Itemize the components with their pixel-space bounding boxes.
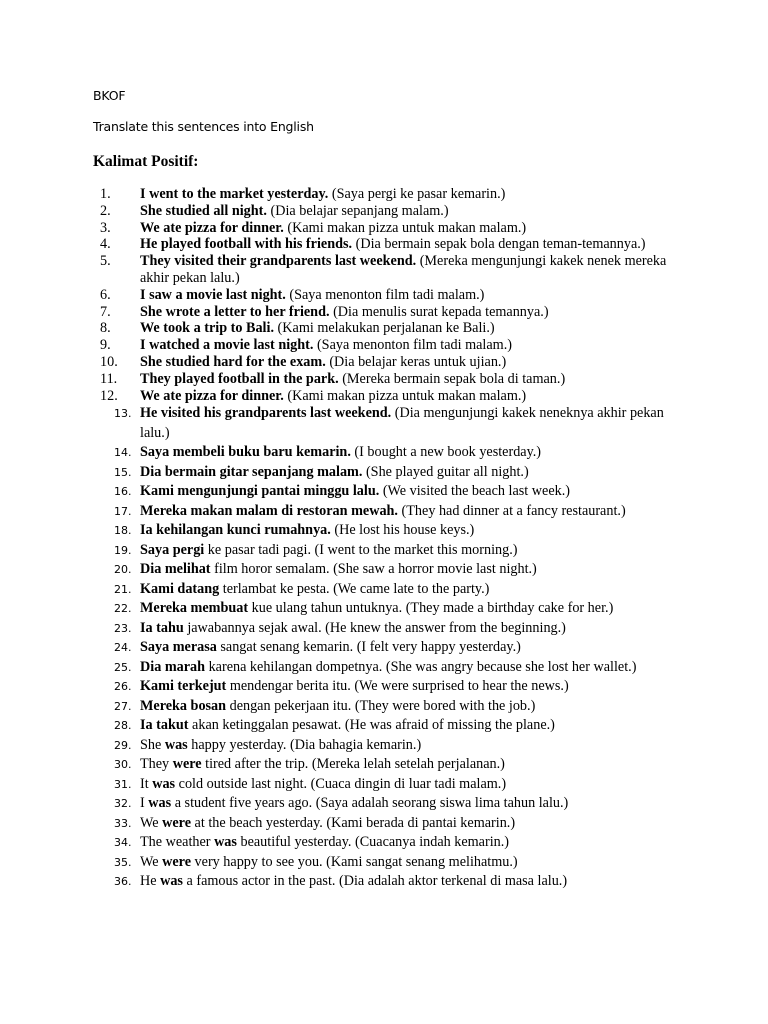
list-item [0, 599, 768, 619]
list-item-text: cold outside last night. (Cuaca dingin di luar tadi malam.) [175, 775, 507, 792]
list-item-bold-text: Dia marah [140, 658, 206, 675]
list-item-number: 18. [114, 524, 132, 538]
list-item-text: beautiful yesterday. (Cuacanya indah kemarin.) [236, 834, 510, 851]
list-item-bold-text: were [162, 814, 191, 831]
list-item [0, 853, 768, 873]
list-item [0, 521, 768, 541]
list-item [0, 560, 768, 580]
list-item-text: (They had dinner at a fancy restaurant.) [397, 502, 626, 519]
list-item [0, 354, 768, 371]
list-item [0, 203, 768, 220]
list-item-bold-text: I saw a movie last night. [140, 286, 286, 303]
list-item-bold-text: Dia melihat [140, 561, 211, 578]
list-item-number: 15. [114, 465, 132, 479]
list-item-prefix: It [140, 775, 153, 792]
document-code: BKOF [93, 88, 126, 103]
list-item-bold-text: were [162, 853, 191, 870]
list-item-text: kue ulang tahun untuknya. (They made a birthday cake for her.) [248, 600, 614, 617]
list-item-text: (Saya menonton film tadi malam.) [313, 337, 512, 354]
list-item-number: 14. [114, 446, 132, 460]
list-item [0, 371, 768, 388]
list-item [0, 220, 768, 237]
list-item-bold-text: was [160, 873, 183, 890]
list-item [0, 833, 768, 853]
list-item-bold-text: She wrote a letter to her friend. [140, 303, 330, 320]
list-item-bold-text: Ia kehilangan kunci rumahnya. [140, 522, 331, 539]
list-item [0, 304, 768, 321]
list-item [0, 186, 768, 203]
list-item-bold-text: Mereka bosan [140, 697, 227, 714]
list-item [0, 443, 768, 463]
list-item-number: 22. [114, 602, 132, 616]
list-item-bold-text: She studied hard for the exam. [140, 353, 326, 370]
list-item-bold-text: Ia takut [140, 717, 189, 734]
list-item-text: terlambat ke pesta. (We came late to the party.) [219, 580, 490, 597]
list-item-text: (She played guitar all night.) [362, 463, 529, 480]
list-item [0, 872, 768, 892]
list-item-text: (Dia bermain sepak bola dengan teman-temannya.) [352, 236, 646, 253]
list-item-text: jawabannya sejak awal. (He knew the answer from the beginning.) [183, 619, 566, 636]
list-item-number: 1. [100, 186, 111, 202]
list-item-text: tired after the trip. (Mereka lelah setelah perjalanan.) [201, 756, 505, 773]
list-item-bold-text: was [152, 775, 176, 792]
list-item-text: mendengar berita itu. (We were surprised to hear the news.) [226, 678, 569, 695]
list-item-bold-text: Mereka membuat [140, 600, 249, 617]
list-item-bold-text: Saya pergi [140, 541, 205, 558]
list-item-bold-text: Kami mengunjungi pantai minggu lalu. [140, 483, 380, 500]
list-item-number: 4. [100, 236, 111, 253]
list-item [0, 677, 768, 697]
list-item-bold-text: We ate pizza for dinner. [140, 219, 284, 236]
list-item-bold-text: was [164, 736, 188, 753]
list-item-text: (Dia mengunjungi kakek neneknya akhir pekan lalu.) [140, 405, 664, 441]
list-item-text: (Saya menonton film tadi malam.) [285, 286, 485, 303]
list-item [0, 619, 768, 639]
list-item-prefix: We [140, 853, 163, 870]
list-item-bold-text: Ia tahu [140, 619, 184, 636]
list-item [0, 502, 768, 522]
list-item-text: (Dia belajar sepanjang malam.) [266, 202, 449, 219]
list-item-text: happy yesterday. (Dia bahagia kemarin.) [187, 736, 422, 753]
list-item [0, 658, 768, 678]
list-item-number: 10. [100, 353, 118, 370]
list-item-number: 34. [114, 836, 132, 850]
list-item-bold-text: was [214, 834, 237, 851]
list-item [0, 697, 768, 717]
list-item-bold-text: Saya membeli buku baru kemarin. [140, 444, 351, 461]
list-item-number: 27. [114, 699, 132, 713]
list-item-number: 32. [114, 797, 132, 811]
list-item-bold-text: Saya merasa [140, 639, 217, 656]
list-item-bold-text: We took a trip to Bali. [140, 320, 274, 337]
list-item-bold-text: was [148, 795, 172, 812]
list-item-number: 6. [100, 286, 111, 303]
list-item-prefix: We [140, 814, 163, 831]
list-item-text: ke pasar tadi pagi. (I went to the market this morning.) [204, 541, 518, 558]
instruction-text: Translate this sentences into English [93, 119, 314, 134]
list-item [0, 463, 768, 483]
list-item [0, 638, 768, 658]
list-item-number: 26. [114, 680, 132, 694]
list-item-text: sangat senang kemarin. (I felt very happy yesterday.) [216, 639, 521, 656]
list-item-number: 23. [114, 621, 132, 635]
list-item-bold-text: They visited their grandparents last weekend. [140, 253, 417, 270]
list-item-number: 21. [114, 582, 132, 596]
list-item-bold-text: She studied all night. [140, 202, 267, 219]
list-item [0, 794, 768, 814]
list-item-text: (Saya pergi ke pasar kemarin.) [328, 186, 506, 202]
list-item [0, 388, 768, 405]
list-item-number: 36. [114, 875, 132, 889]
list-item [0, 755, 768, 775]
list-item-text: (Dia belajar keras untuk ujian.) [325, 353, 507, 370]
list-item-text: a famous actor in the past. (Dia adalah aktor terkenal di masa lalu.) [182, 873, 568, 890]
sentence-list [0, 186, 768, 892]
list-item-text: (Kami melakukan perjalanan ke Bali.) [274, 320, 495, 337]
list-item-text: a student five years ago. (Saya adalah seorang siswa lima tahun lalu.) [171, 795, 569, 812]
list-item-bold-text: Kami datang [140, 580, 220, 597]
list-item-number: 12. [100, 387, 118, 404]
list-item [0, 320, 768, 337]
list-item-text: at the beach yesterday. (Kami berada di pantai kemarin.) [191, 814, 516, 831]
list-item-text: film horor semalam. (She saw a horror movie last night.) [210, 561, 537, 578]
list-item-prefix: They [140, 756, 173, 773]
list-item-text: very happy to see you. (Kami sangat senang melihatmu.) [191, 853, 518, 870]
list-item-text: (Kami makan pizza untuk makan malam.) [283, 219, 527, 236]
list-item-number: 9. [100, 337, 111, 354]
list-item-number: 3. [100, 219, 111, 236]
list-item-number: 19. [114, 543, 132, 557]
section-heading: Kalimat Positif: [93, 153, 199, 170]
list-item-number: 16. [114, 485, 132, 499]
list-item-bold-text: I went to the market yesterday. [140, 186, 329, 202]
list-item-number: 11. [100, 370, 118, 387]
list-item-number: 25. [114, 660, 132, 674]
list-item [0, 337, 768, 354]
list-item [0, 287, 768, 304]
list-item-bold-text: They played football in the park. [140, 370, 339, 387]
list-item-text: (Dia menulis surat kepada temannya.) [329, 303, 549, 320]
list-item-prefix: The weather [140, 834, 215, 851]
list-item [0, 236, 768, 253]
list-item-number: 20. [114, 563, 132, 577]
list-item-bold-text: were [172, 756, 202, 773]
list-item-bold-text: We ate pizza for dinner. [140, 387, 284, 404]
list-item-text: akan ketinggalan pesawat. (He was afraid of missing the plane.) [188, 717, 555, 734]
list-item [0, 541, 768, 561]
list-item-text: karena kehilangan dompetnya. (She was angry because she lost her wallet.) [205, 658, 637, 675]
list-item-bold-text: I watched a movie last night. [140, 337, 314, 354]
list-item-prefix: I [140, 795, 149, 812]
list-item-prefix: He [140, 873, 161, 890]
list-item [0, 253, 768, 287]
list-item-text: (Kami makan pizza untuk makan malam.) [283, 387, 527, 404]
list-item-text: (We visited the beach last week.) [379, 483, 570, 500]
list-item-number: 24. [114, 641, 132, 655]
list-item-number: 31. [114, 777, 132, 791]
list-item-text: (I bought a new book yesterday.) [350, 444, 542, 461]
list-item-bold-text: He visited his grandparents last weekend. [140, 405, 392, 422]
list-item [0, 814, 768, 834]
list-item-number: 33. [114, 816, 132, 830]
list-item-number: 5. [100, 253, 111, 270]
list-item-bold-text: Dia bermain gitar sepanjang malam. [140, 463, 363, 480]
list-item-text: (Mereka mengunjungi kakek nenek mereka akhir pekan lalu.) [140, 253, 667, 286]
list-item-number: 7. [100, 303, 111, 320]
list-item [0, 736, 768, 756]
list-item [0, 716, 768, 736]
list-item [0, 580, 768, 600]
list-item-prefix: She [140, 736, 165, 753]
list-item-text: (He lost his house keys.) [330, 522, 475, 539]
list-item-number: 35. [114, 855, 132, 869]
list-item-number: 13. [114, 407, 132, 421]
list-item-text: (Mereka bermain sepak bola di taman.) [338, 370, 566, 387]
list-item-text: dengan pekerjaan itu. (They were bored with the job.) [226, 697, 536, 714]
list-item-number: 29. [114, 738, 132, 752]
list-item [0, 775, 768, 795]
list-item-number: 17. [114, 504, 132, 518]
list-item-bold-text: Mereka makan malam di restoran mewah. [140, 502, 398, 519]
list-item-number: 28. [114, 719, 132, 733]
list-item [0, 404, 768, 443]
list-item-bold-text: Kami terkejut [140, 678, 227, 695]
list-item [0, 482, 768, 502]
list-item-number: 2. [100, 202, 111, 219]
list-item-bold-text: He played football with his friends. [140, 236, 353, 253]
list-item-number: 30. [114, 758, 132, 772]
list-item-number: 8. [100, 320, 111, 337]
